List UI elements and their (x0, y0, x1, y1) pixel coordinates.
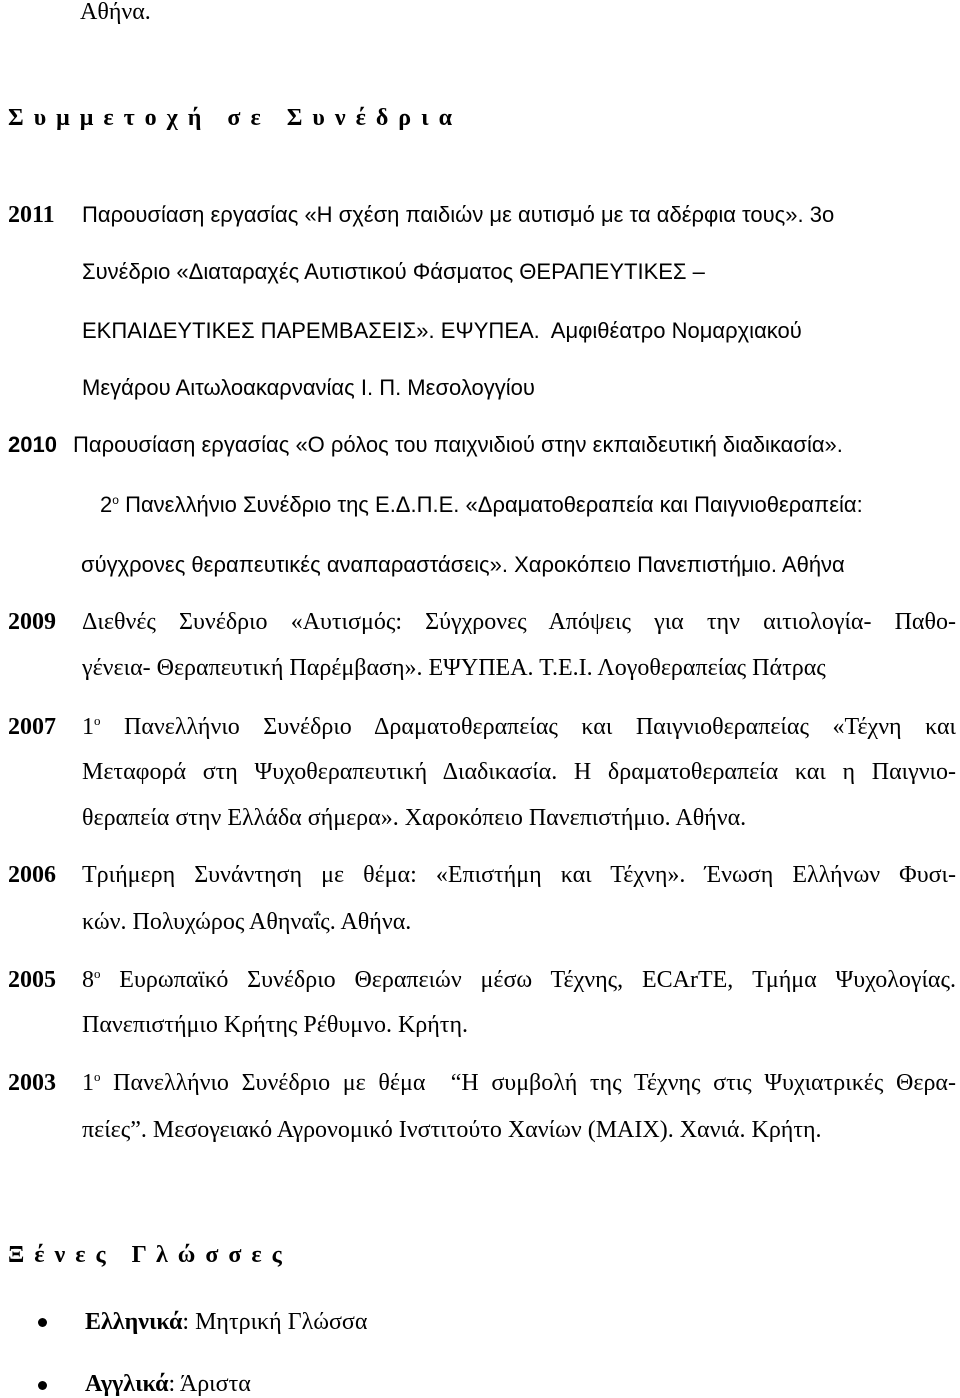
entry-year: 2003 (8, 1070, 56, 1096)
language-level: : Μητρική Γλώσσα (182, 1309, 368, 1335)
ordinal-suffix: ο (94, 1069, 101, 1084)
ordinal-number: 2 (100, 492, 113, 517)
entry-line-text: Πανελλήνιο Συνέδριο με θέμα “Η συμβολή της Τέχνης στις Ψυχιατρικές Θερα- (113, 1070, 956, 1096)
entry-line: Παρουσίαση εργασίας «Ο ρόλος του παιχνιδιού στην εκπαιδευτική διαδικασία». (73, 432, 843, 457)
entry-line (100, 491, 863, 519)
entry-line-text: Πανελλήνιο Συνέδριο της Ε.Δ.Π.Ε. «Δραματοθεραπεία και Παιγνιοθεραπεία: (125, 492, 863, 517)
entry-line: Διεθνές Συνέδριο «Αυτισμός: Σύγχρονες Απόψεις για την αιτιολογία- Παθο- (82, 609, 956, 635)
bullet-icon (38, 1318, 47, 1327)
entry-year: 2005 (8, 967, 56, 993)
entry-line (82, 713, 956, 741)
entry-line: Μεταφορά στη Ψυχοθεραπευτική Διαδικασία. Η δραματοθεραπεία και η Παιγνιο- (82, 759, 956, 785)
entry-line: πείες”. Μεσογειακό Αγρονομικό Ινστιτούτο Χανίων (ΜΑΙΧ). Χανιά. Κρήτη. (82, 1117, 822, 1143)
ordinal-number: 1 (82, 1070, 94, 1096)
entry-year: 2007 (8, 714, 56, 740)
language-level: : Άριστα (168, 1371, 251, 1397)
entry-line: Τριήμερη Συνάντηση με θέμα: «Επιστήμη και Τέχνη». Ένωση Ελλήνων Φυσι- (82, 862, 956, 888)
language-name: Αγγλικά (85, 1371, 169, 1397)
language-line (85, 1370, 251, 1398)
conferences-heading: Σ υ μ μ ε τ ο χ ή σ ε Σ υ ν έ δ ρ ι α (8, 105, 454, 131)
ordinal-suffix: ο (112, 493, 119, 507)
top-fragment-text: Αθήνα. (80, 0, 151, 25)
language-name: Ελληνικά (85, 1309, 183, 1335)
entry-line: ΕΚΠΑΙΔΕΥΤΙΚΕΣ ΠΑΡΕΜΒΑΣΕΙΣ». ΕΨΥΠΕΑ. Αμφιθέατρο Νομαρχιακού (82, 318, 802, 343)
language-line (85, 1308, 367, 1336)
entry-line-text: Ευρωπαϊκό Συνέδριο Θεραπειών μέσω Τέχνης, ECArTE, Τμήμα Ψυχολογίας. (119, 967, 956, 993)
entry-line: Μεγάρου Αιτωλοακαρνανίας Ι. Π. Μεσολογγίου (82, 375, 535, 400)
entry-line (82, 966, 956, 994)
entry-line-text: Πανελλήνιο Συνέδριο Δραματοθεραπείας και Παιγνιοθεραπείας «Τέχνη και (124, 714, 956, 740)
entry-line: Συνέδριο «Διαταραχές Αυτιστικού Φάσματος ΘΕΡΑΠΕΥΤΙΚΕΣ – (82, 259, 705, 284)
entry-year: 2006 (8, 862, 56, 888)
entry-line: σύγχρονες θεραπευτικές αναπαραστάσεις». Χαροκόπειο Πανεπιστήμιο. Αθήνα (81, 552, 845, 577)
entry-line (82, 1069, 956, 1097)
entry-line: Πανεπιστήμιο Κρήτης Ρέθυμνο. Κρήτη. (82, 1012, 469, 1038)
entry-line: Παρουσίαση εργασίας «Η σχέση παιδιών με αυτισμό με τα αδέρφια τους». 3ο (82, 202, 835, 227)
entry-line: κών. Πολυχώρος Αθηναΐς. Αθήνα. (82, 909, 412, 935)
ordinal-number: 1 (82, 714, 94, 740)
bullet-icon (38, 1381, 47, 1390)
ordinal-suffix: ο (94, 966, 101, 981)
entry-year: 2010 (8, 432, 57, 457)
entry-year: 2009 (8, 609, 56, 635)
ordinal-suffix: ο (94, 713, 101, 728)
entry-year: 2011 (8, 202, 55, 228)
languages-heading: Ξ έ ν ε ς Γ λ ώ σ σ ε ς (8, 1242, 284, 1268)
entry-line: γένεια- Θεραπευτική Παρέμβαση». ΕΨΥΠΕΑ. Τ.Ε.Ι. Λογοθεραπείας Πάτρας (82, 655, 826, 681)
ordinal-number: 8 (82, 967, 94, 993)
entry-line: θεραπεία στην Ελλάδα σήμερα». Χαροκόπειο Πανεπιστήμιο. Αθήνα. (82, 805, 747, 831)
